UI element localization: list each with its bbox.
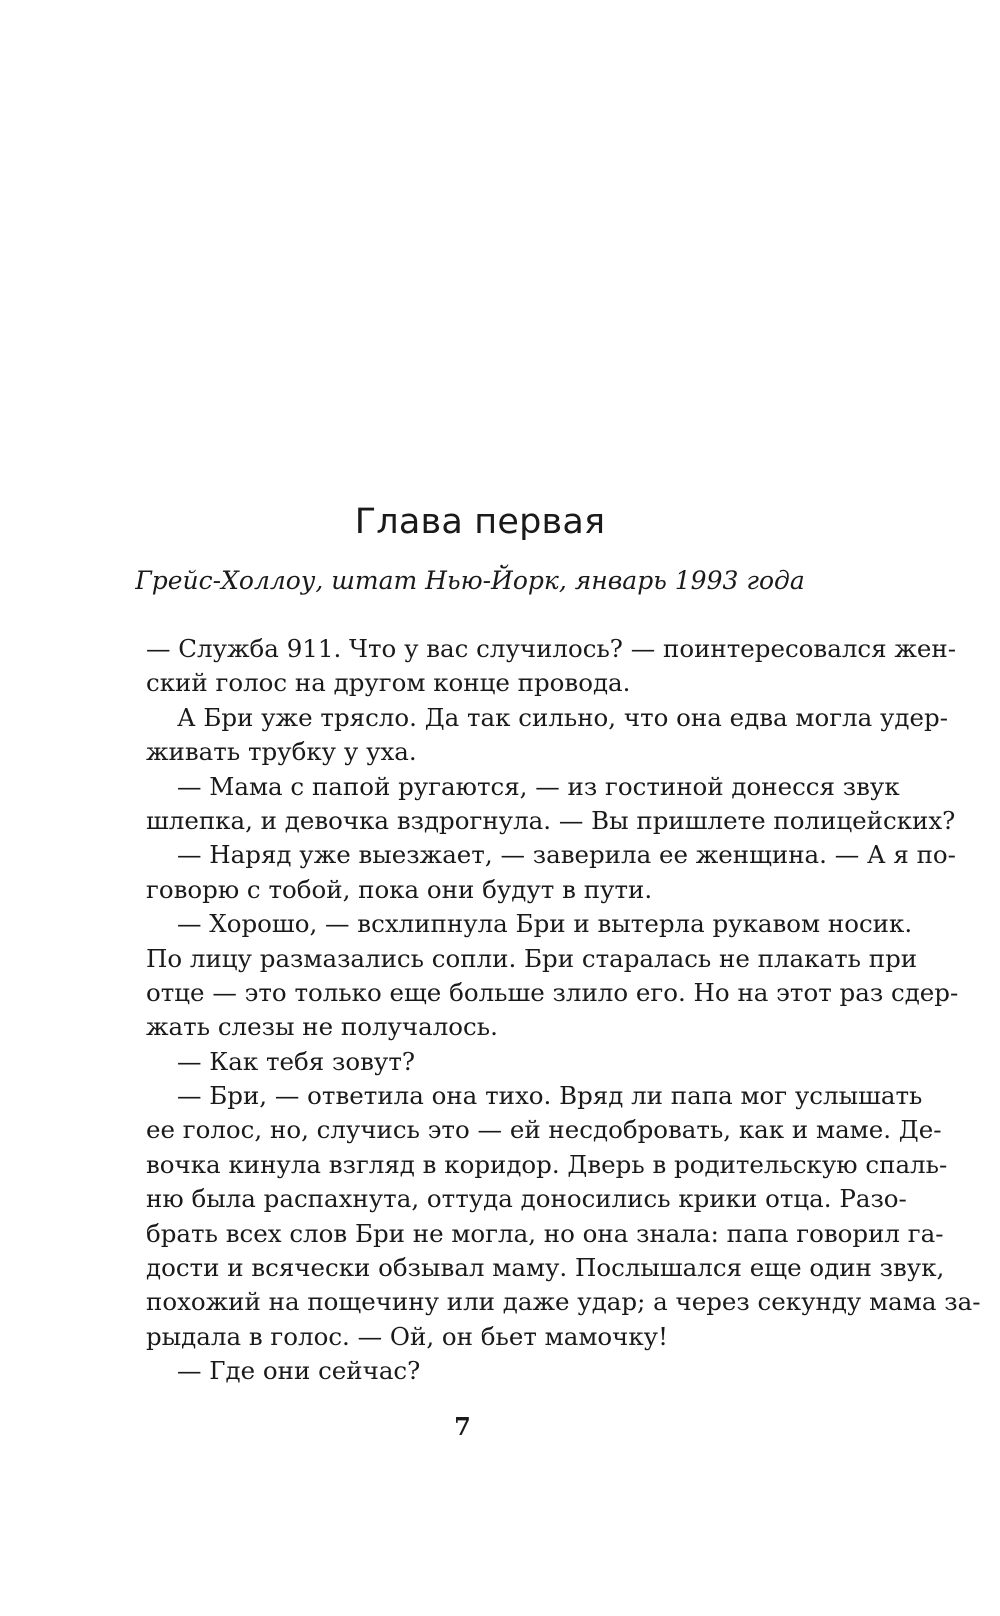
chapter-subtitle: Грейс-Холлоу, штат Нью-Йорк, январь 1993 года bbox=[135, 566, 805, 595]
text-line: брать всех слов Бри не могла, но она знала: папа говорил га- bbox=[146, 1218, 944, 1248]
chapter-title: Глава первая bbox=[354, 502, 606, 542]
text-line: ню была распахнута, оттуда доносились крики отца. Разо- bbox=[146, 1184, 907, 1214]
text-line: — Как тебя зовут? bbox=[177, 1046, 416, 1076]
text-line: вочка кинула взгляд в коридор. Дверь в родительскую спаль- bbox=[146, 1149, 948, 1179]
text-line: ский голос на другом конце провода. bbox=[146, 668, 631, 698]
text-line: шлепка, и девочка вздрогнула. — Вы пришлете полицейских? bbox=[146, 805, 956, 835]
text-line: похожий на пощечину или даже удар; а через секунду мама за- bbox=[146, 1287, 981, 1317]
text-line: ее голос, но, случись это — ей несдобровать, как и маме. Де- bbox=[146, 1115, 942, 1145]
text-line: — Где они сейчас? bbox=[177, 1356, 421, 1386]
text-line: — Бри, — ответила она тихо. Вряд ли папа мог услышать bbox=[177, 1081, 923, 1111]
text-line: говорю с тобой, пока они будут в пути. bbox=[146, 874, 653, 904]
text-line: — Хорошо, — всхлипнула Бри и вытерла рукавом носик. bbox=[177, 909, 913, 939]
text-line: По лицу размазались сопли. Бри старалась не плакать при bbox=[146, 943, 918, 973]
body-text bbox=[146, 632, 981, 1389]
text-line: — Мама с папой ругаются, — из гостиной донесся звук bbox=[177, 771, 900, 801]
page-number: 7 bbox=[454, 1412, 471, 1441]
text-line: — Наряд уже выезжает, — заверила ее женщина. — А я по- bbox=[177, 840, 956, 870]
text-line: — Служба 911. Что у вас случилось? — поинтересовался жен- bbox=[146, 634, 957, 663]
text-line: дости и всячески обзывал маму. Послышался еще один звук, bbox=[146, 1253, 945, 1283]
text-line: отце — это только еще больше злило его. Но на этот раз сдер- bbox=[146, 977, 959, 1007]
text-line: рыдала в голос. — Ой, он бьет мамочку! bbox=[146, 1321, 668, 1351]
text-line: жать слезы не получалось. bbox=[146, 1012, 498, 1042]
text-line: А Бри уже трясло. Да так сильно, что она едва могла удер- bbox=[177, 702, 948, 732]
text-line: живать трубку у уха. bbox=[146, 737, 417, 767]
